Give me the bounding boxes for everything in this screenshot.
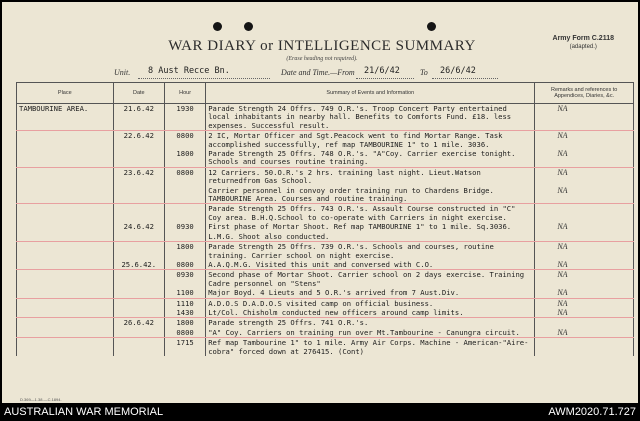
punch-hole xyxy=(244,22,253,31)
diary-table xyxy=(16,82,634,356)
entry-hour: 1430 xyxy=(164,308,205,318)
entry-date: 24.6.42 xyxy=(113,222,164,231)
date-to-dotted-line xyxy=(432,78,498,79)
table-row xyxy=(17,270,634,288)
table-row xyxy=(17,260,634,270)
initials-signature: NA xyxy=(557,259,568,269)
entry-summary: 2 IC, Mortar Officer and Sgt.Peacock went to find Mortar Range. Task accomplished successfully, ref map TAMBOURINE 1" to 1 mile. 3036. xyxy=(206,131,535,149)
entry-date: 23.6.42 xyxy=(113,167,164,185)
table-row xyxy=(17,149,634,167)
column-header-place: Place xyxy=(17,83,114,104)
entry-remark xyxy=(535,338,634,356)
form-number: Army Form C.2118 xyxy=(552,35,614,42)
form-title: WAR DIARY or INTELLIGENCE SUMMARY xyxy=(168,38,476,54)
entry-date xyxy=(113,186,164,204)
form-reference xyxy=(553,34,614,52)
entry-date: 22.6.42 xyxy=(113,131,164,149)
table-row xyxy=(17,204,634,222)
initials-signature: NA xyxy=(557,104,568,113)
entry-place xyxy=(17,318,114,328)
entry-summary: Carrier personnel in convoy order training run to Chardens Bridge. TAMBOURINE Area. Courses and routine training. xyxy=(206,186,535,204)
entry-hour: 0800 xyxy=(164,131,205,149)
entry-hour xyxy=(164,232,205,242)
entry-summary: A.A.Q.M.G. Visited this unit and conversed with C.O. xyxy=(206,260,535,270)
column-header-hour: Hour xyxy=(164,83,205,104)
entry-summary: First phase of Mortar Shoot. Ref map TAMBOURINE 1" to 1 mile. Sq.3036. xyxy=(206,222,535,231)
entry-remark xyxy=(535,232,634,242)
entry-place xyxy=(17,298,114,308)
entry-date xyxy=(113,308,164,318)
table-row xyxy=(17,298,634,308)
entry-date: 26.6.42 xyxy=(113,318,164,328)
entry-remark xyxy=(535,167,634,185)
column-header-summary: Summary of Events and Information xyxy=(206,83,535,104)
date-from: 21/6/42 xyxy=(364,66,400,76)
diary-page xyxy=(2,2,638,403)
column-header-date: Date xyxy=(113,83,164,104)
initials-signature xyxy=(537,338,557,347)
entry-place xyxy=(17,149,114,167)
entry-hour: 1800 xyxy=(164,242,205,260)
entry-date xyxy=(113,232,164,242)
entry-remark xyxy=(535,288,634,298)
table-row xyxy=(17,242,634,260)
initials-signature: NA xyxy=(557,167,568,177)
entry-remark xyxy=(535,318,634,328)
entry-hour: 0930 xyxy=(164,222,205,231)
entry-hour: 0800 xyxy=(164,328,205,338)
entry-summary: Parade Strength 24 Offrs. 749 O.R.'s. Troop Concert Party entertained local inhabitants in nearby hall. Benefits to Comforts Fund. £18. less expenses. Successful result. xyxy=(206,104,535,131)
entry-remark xyxy=(535,328,634,338)
entry-place xyxy=(17,222,114,231)
entry-hour: 1100 xyxy=(164,288,205,298)
table-row xyxy=(17,232,634,242)
entry-hour: 1800 xyxy=(164,318,205,328)
unit-dotted-line xyxy=(138,78,270,79)
entry-summary: Lt/Col. Chisholm conducted new officers around camp limits. xyxy=(206,308,535,318)
entry-place xyxy=(17,186,114,204)
entry-place xyxy=(17,288,114,298)
table-row xyxy=(17,318,634,328)
form-subtitle: (Erase heading not required). xyxy=(286,56,358,62)
entry-date: 25.6.42. xyxy=(113,260,164,270)
entry-place xyxy=(17,338,114,356)
column-header-remarks: Remarks and references to Appendices, Diaries, &c. xyxy=(535,83,634,104)
entry-place xyxy=(17,204,114,222)
entry-hour: 1110 xyxy=(164,298,205,308)
table-header-row xyxy=(17,83,634,104)
entry-summary: Parade Strength 25 Offrs. 748 O.R.'s. "A"Coy. Carrier exercise tonight. Schools and courses routine training. xyxy=(206,149,535,167)
entry-summary: Second phase of Mortar Shoot. Carrier school on 2 days exercise. Training Cadre personnel on "Stens" xyxy=(206,270,535,288)
table-row xyxy=(17,186,634,204)
date-from-dotted-line xyxy=(356,78,414,79)
table-row xyxy=(17,338,634,356)
entry-place xyxy=(17,308,114,318)
table-row xyxy=(17,308,634,318)
entry-place: TAMBOURINE AREA. xyxy=(17,104,114,131)
entry-date xyxy=(113,338,164,356)
entry-hour: 0800 xyxy=(164,167,205,185)
entry-place xyxy=(17,242,114,260)
initials-signature: NA xyxy=(557,288,568,298)
entry-place xyxy=(17,131,114,149)
entry-hour: 0930 xyxy=(164,270,205,288)
initials-signature: NA xyxy=(557,149,568,159)
date-to: 26/6/42 xyxy=(440,66,476,76)
initials-signature: NA xyxy=(557,185,568,195)
entry-place xyxy=(17,167,114,185)
table-row xyxy=(17,167,634,185)
punch-hole xyxy=(213,22,222,31)
entry-remark xyxy=(535,149,634,167)
initials-signature: NA xyxy=(557,298,568,308)
to-label: To xyxy=(420,68,428,77)
entry-date xyxy=(113,288,164,298)
initials-signature: NA xyxy=(557,270,568,280)
entry-hour: 0800 xyxy=(164,260,205,270)
entry-summary: Parade Strength 25 Offrs. 743 O.R.'s. Assault Course constructed in "C" Coy area. B.H.Q.School to co-operate with Carriers in night exercise. xyxy=(206,204,535,222)
entry-summary: "A" Coy. Carriers on training run over Mt.Tambourine - Canungra circuit. xyxy=(206,328,535,338)
entry-remark xyxy=(535,204,634,222)
entry-remark xyxy=(535,242,634,260)
entry-place xyxy=(17,328,114,338)
table-row xyxy=(17,328,634,338)
initials-signature: NA xyxy=(557,242,568,252)
entry-summary: A.D.O.S D.A.D.O.S visited camp on official business. xyxy=(206,298,535,308)
initials-signature: NA xyxy=(557,327,568,337)
initials-signature xyxy=(537,318,557,327)
initials-signature: NA xyxy=(557,222,568,232)
entry-date xyxy=(113,204,164,222)
entry-summary: L.M.G. Shoot also conducted. xyxy=(206,232,535,242)
entry-remark xyxy=(535,270,634,288)
entry-place xyxy=(17,260,114,270)
table-row xyxy=(17,104,634,131)
entry-place xyxy=(17,270,114,288)
entry-summary: Parade strength 25 Offrs. 741 O.R.'s. xyxy=(206,318,535,328)
unit-label: Unit. xyxy=(114,68,131,77)
entry-date xyxy=(113,328,164,338)
initials-signature: NA xyxy=(557,131,568,141)
date-time-label: Date and Time.—From xyxy=(281,68,355,77)
entry-date xyxy=(113,242,164,260)
entry-remark xyxy=(535,131,634,149)
footer-institution: AUSTRALIAN WAR MEMORIAL xyxy=(4,406,164,418)
entry-date xyxy=(113,149,164,167)
initials-signature: NA xyxy=(557,307,568,317)
form-adapted: (adapted.) xyxy=(569,44,597,50)
table-row xyxy=(17,288,634,298)
entry-remark xyxy=(535,186,634,204)
punch-hole xyxy=(427,22,436,31)
entry-remark xyxy=(535,308,634,318)
entry-date xyxy=(113,270,164,288)
entry-remark xyxy=(535,298,634,308)
unit-value: 8 Aust Recce Bn. xyxy=(148,66,230,76)
entry-hour: 1800 xyxy=(164,149,205,167)
entry-hour: 1930 xyxy=(164,104,205,131)
entry-remark xyxy=(535,222,634,231)
entry-date: 21.6.42 xyxy=(113,104,164,131)
initials-signature xyxy=(537,232,557,241)
entry-summary: Major Boyd. 4 Lieuts and 5 O.R.'s arrived from 7 Aust.Div. xyxy=(206,288,535,298)
table-row xyxy=(17,222,634,231)
entry-hour xyxy=(164,204,205,222)
table-row xyxy=(17,131,634,149)
print-code: D.369—1.38.—C.1894. xyxy=(20,397,62,402)
entry-date xyxy=(113,298,164,308)
entry-summary: 12 Carriers. 50.O.R.'s 2 hrs. training last night. Lieut.Watson returnedfrom Gas School. xyxy=(206,167,535,185)
entry-summary: Parade Strength 25 Offrs. 739 O.R.'s. Schools and courses, routine training. Carrier school on night exercise. xyxy=(206,242,535,260)
entry-remark xyxy=(535,104,634,131)
initials-signature xyxy=(537,204,557,213)
entry-hour: 1715 xyxy=(164,338,205,356)
entry-remark xyxy=(535,260,634,270)
entry-hour xyxy=(164,186,205,204)
entry-summary: Ref map Tambourine 1" to 1 mile. Army Air Corps. Machine - American-"Aire-cobra" forced down at 276415. (Cont) xyxy=(206,338,535,356)
entry-place xyxy=(17,232,114,242)
footer-accession-number: AWM2020.71.727 xyxy=(548,406,636,418)
